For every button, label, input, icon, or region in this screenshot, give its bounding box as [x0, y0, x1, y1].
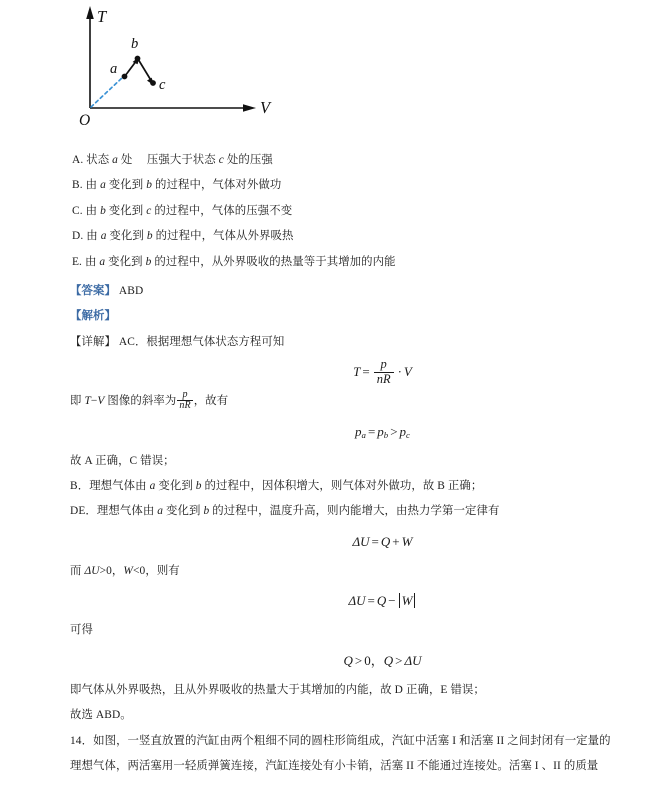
er-zero: 0: [106, 564, 112, 577]
b-exp-b: b: [195, 480, 202, 493]
formula6-Q2: Q: [383, 652, 394, 668]
kede-line: 可得: [70, 624, 93, 637]
er-lt: <: [133, 564, 140, 577]
formula3-pa: p: [355, 423, 362, 439]
formula4-Q: Q: [380, 533, 391, 549]
y-axis-arrowhead: [86, 6, 94, 19]
detail-lead-line: [70, 330, 655, 355]
next-question-line-2: 理想气体，两活塞用一轻质弹簧连接，汽缸连接处有小卡销，活塞 II 不能通过连接处。活塞 I 、II 的质量: [70, 759, 599, 772]
slope-prefix: 即: [70, 395, 85, 408]
option-e: [70, 250, 655, 275]
de-exp-post: 的过程中，温度升高，则内能增大，由热力学第一定律有: [209, 505, 500, 518]
formula-first-law-abs: [70, 586, 655, 616]
option-d-var2: b: [146, 230, 153, 243]
y-axis-label: T: [97, 7, 107, 26]
formula3-gt: >: [390, 423, 398, 439]
slope-line: [70, 389, 655, 414]
slope-minus: −: [90, 395, 98, 408]
formula-heat-conclusion: [70, 646, 655, 676]
er-zero2: 0: [139, 564, 146, 577]
formula-pressure-relation: [70, 417, 655, 447]
b-exp-mid: 变化到: [155, 480, 196, 493]
de-exp-a: a: [157, 505, 164, 518]
formula1-rhs: V: [403, 364, 412, 380]
option-c-mid: 变化到: [105, 204, 147, 217]
formula5-eq: =: [367, 593, 375, 609]
option-e-mid: 变化到: [105, 255, 146, 268]
formula4-W: W: [401, 533, 413, 549]
formula1-numerator: p: [380, 357, 387, 372]
formula1-eq: =: [362, 364, 370, 380]
next-question-row-1: [70, 729, 655, 754]
next-question-line-1: 14．如图，一竖直放置的汽缸由两个粗细不同的圆柱形筒组成，汽缸中活塞 I 和活塞 II 之间封闭有一定量的: [70, 734, 611, 747]
detail-tag: 【详解】: [70, 335, 116, 348]
formula6-Q1: Q: [343, 652, 353, 668]
option-a-post: 处的压强: [223, 154, 273, 166]
formula3-pb: p: [377, 423, 384, 439]
option-a-pre: 状态: [86, 154, 113, 166]
formula1-fraction: [374, 358, 394, 386]
de-exp-pre: DE．理想气体由: [70, 505, 158, 518]
option-a-var1: a: [112, 154, 118, 166]
point-c-label: c: [159, 77, 166, 93]
formula5-dU: ΔU: [348, 593, 366, 609]
analysis-tag: 【解析】: [70, 310, 116, 323]
formula4-eq: =: [371, 533, 379, 549]
option-d: [70, 224, 655, 249]
final-conclusion-line: 即气体从外界吸热，且从外界吸收的热量大于其增加的内能，故 D 正确，E 错误；: [70, 683, 485, 696]
option-e-key: E.: [72, 255, 83, 268]
slope-mid: 图像的斜率为: [104, 395, 177, 408]
content-body: [70, 148, 655, 779]
option-b-pre: 由: [85, 179, 101, 192]
er-gt: >: [99, 564, 107, 577]
x-axis-label: V: [260, 98, 271, 117]
option-b-post: 的过程中，气体对外做功: [152, 179, 282, 192]
formula6-dU: ΔU: [404, 652, 422, 668]
formula-first-law: [70, 527, 655, 557]
slope-v: V: [97, 395, 105, 408]
answer-line: [70, 279, 655, 304]
origin-label: O: [79, 112, 91, 129]
option-b-var2: b: [146, 179, 153, 192]
formula3-pb-sub: b: [383, 429, 389, 440]
de-exp-mid: 变化到: [163, 505, 204, 518]
slope-numerator: p: [182, 388, 188, 400]
tv-diagram-figure: [70, 0, 290, 140]
option-d-key: D.: [72, 230, 84, 243]
formula6-gt1: >: [354, 652, 363, 668]
point-a-label: a: [110, 61, 118, 77]
option-c-var1: b: [100, 204, 106, 217]
option-c-var2: c: [146, 204, 152, 217]
formula3-pc: p: [399, 423, 407, 439]
point-b-label: b: [131, 36, 139, 52]
dashed-origin-to-a-line: [91, 77, 123, 107]
er-post: ，则有: [145, 564, 180, 577]
option-a-var2: c: [218, 154, 224, 166]
formula5-Q: Q: [376, 593, 387, 609]
formula6-zero: 0: [364, 652, 371, 668]
option-c-pre: 由: [85, 204, 101, 217]
option-c-key: C.: [72, 204, 83, 217]
option-e-var2: b: [145, 255, 152, 268]
b-exp-a: a: [149, 480, 156, 493]
er-condition-line: [70, 559, 655, 584]
formula3-pa-sub: a: [361, 429, 366, 440]
option-b-key: B.: [72, 179, 83, 192]
answer-value: ABD: [118, 285, 144, 298]
formula3-pc-sub: c: [406, 429, 410, 440]
option-c: [70, 199, 655, 224]
slope-fraction: [177, 390, 192, 412]
formula4-dU: ΔU: [352, 533, 370, 549]
de-explanation-line: [70, 499, 655, 524]
option-b-mid: 变化到: [105, 179, 147, 192]
er-comma: ，: [111, 564, 124, 577]
analysis-line: [70, 304, 655, 329]
formula6-gt2: >: [395, 652, 403, 668]
option-e-post: 的过程中，从外界吸收的热量等于其增加的内能: [151, 255, 396, 268]
option-b: [70, 173, 655, 198]
er-W: W: [123, 564, 133, 577]
tv-diagram-svg: [70, 0, 290, 145]
b-explanation-line: [70, 474, 655, 499]
detail-lead-text: AC．根据理想气体状态方程可知: [118, 335, 285, 348]
point-b-marker: [135, 56, 141, 62]
slope-suffix: ，故有: [193, 395, 229, 408]
option-d-mid: 变化到: [106, 230, 147, 243]
formula6-comma: ，: [370, 652, 384, 668]
next-question-row-2: [70, 754, 655, 779]
segment-b-to-c: [138, 59, 152, 82]
formula-ideal-gas: [70, 357, 655, 387]
option-d-var1: a: [100, 230, 107, 243]
de-exp-b: b: [203, 505, 210, 518]
option-c-post: 的过程中，气体的压强不变: [151, 204, 293, 217]
option-d-pre: 由: [86, 230, 101, 243]
point-c-marker: [150, 80, 156, 86]
er-pre: 而: [70, 564, 85, 577]
option-a-mid: 处 压强大于状态: [117, 154, 219, 166]
option-e-var1: a: [99, 255, 106, 268]
option-a-key: A.: [72, 154, 84, 166]
er-dU: ΔU: [84, 564, 100, 577]
slope-denominator: nR: [179, 400, 191, 412]
point-a-marker: [122, 74, 128, 80]
formula3-eq: =: [367, 423, 376, 439]
formula5-absW: W: [399, 593, 416, 608]
formula4-plus: +: [392, 533, 400, 549]
ac-conclusion-line: 故 A 正确，C 错误；: [70, 454, 175, 467]
choose-line: 故选 ABD。: [70, 709, 132, 722]
b-exp-post: 的过程中，因体积增大，则气体对外做功，故 B 正确；: [201, 480, 483, 493]
x-axis-arrowhead: [243, 104, 256, 112]
option-b-var1: a: [100, 179, 106, 192]
slope-t: T: [84, 395, 91, 408]
answer-tag: 【答案】: [70, 285, 116, 298]
formula1-dot: ·: [397, 364, 402, 380]
b-exp-pre: B．理想气体由: [70, 480, 150, 493]
formula1-denominator: nR: [374, 372, 394, 386]
option-e-pre: 由: [84, 255, 100, 268]
formula5-minus: −: [388, 593, 396, 609]
option-a: [70, 148, 655, 173]
formula1-lhs: T: [353, 364, 361, 380]
option-d-post: 的过程中，气体从外界吸热: [152, 230, 294, 243]
